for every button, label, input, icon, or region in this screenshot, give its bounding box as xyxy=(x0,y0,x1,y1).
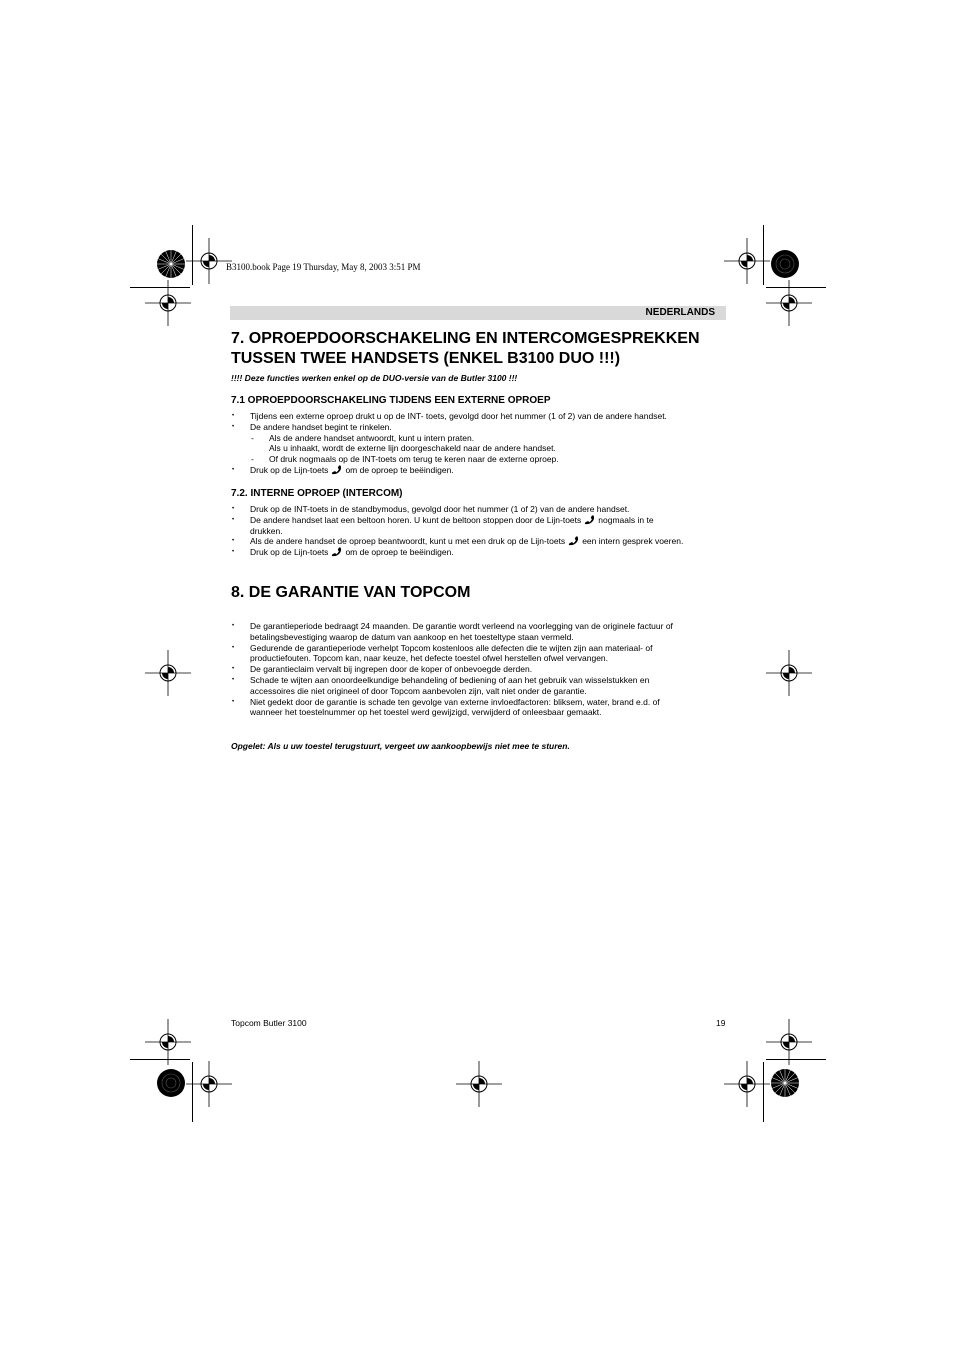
section-7-title xyxy=(231,329,731,369)
list-subitem: - Als de andere handset antwoordt, kunt u intern praten. xyxy=(231,433,731,444)
color-wheel-icon xyxy=(770,249,800,279)
subsection-7-1-list xyxy=(231,411,731,476)
section-7-title-line-2: TUSSEN TWEE HANDSETS (ENKEL B3100 DUO !!!) xyxy=(231,350,621,367)
list-item: • Gedurende de garantieperiode verhelpt Topcom kostenloos alle defecten die te wijten zijn aan materiaal- of productiefouten. Topcom kan, naar keuze, het defecte toestel ofwel herstellen ofwel vervangen. xyxy=(231,643,731,665)
phone-handset-icon xyxy=(584,515,595,525)
list-item: • Schade te wijten aan onoordeelkundige behandeling of bediening of aan het gebruik van wisselstukken en accessoires die niet origineel of door Topcom aanbevolen zijn, valt niet onder de garantie. xyxy=(231,675,731,697)
phone-handset-icon xyxy=(331,547,342,557)
warranty-list xyxy=(231,621,731,718)
registration-target-icon xyxy=(724,1061,770,1107)
registration-target-icon xyxy=(766,280,812,326)
list-item-continuation: drukken. xyxy=(250,525,283,536)
list-item: • Druk op de Lijn-toets om de oproep te beëindigen. xyxy=(231,465,731,476)
list-subitem: - Of druk nogmaals op de INT-toets om terug te keren naar de externe oproep. xyxy=(231,454,731,465)
list-item: • Tijdens een externe oproep drukt u op de INT- toets, gevolgd door het nummer (1 of 2) van de andere handset. xyxy=(231,411,731,422)
language-bar xyxy=(230,306,726,320)
list-item: • De andere handset begint te rinkelen. xyxy=(231,422,731,433)
color-wheel-icon xyxy=(156,249,186,279)
phone-handset-icon xyxy=(568,536,579,546)
registration-target-icon xyxy=(766,1019,812,1065)
color-wheel-icon xyxy=(156,1068,186,1098)
list-item: • Als de andere handset de oproep beantwoordt, kunt u met een druk op de Lijn-toets een intern gesprek voeren. xyxy=(231,536,731,547)
book-info: B3100.book Page 19 Thursday, May 8, 2003 3:51 PM xyxy=(226,262,421,272)
list-item: • Druk op de Lijn-toets om de oproep te beëindigen. xyxy=(231,547,731,558)
color-wheel-icon xyxy=(770,1068,800,1098)
registration-target-icon xyxy=(145,280,191,326)
section-7-title-line-1: 7. OPROEPDOORSCHAKELING EN INTERCOMGESPREKKEN xyxy=(231,330,700,347)
phone-handset-icon xyxy=(331,465,342,475)
list-item: • De andere handset laat een beltoon horen. U kunt de beltoon stoppen door de Lijn-toets nogmaals in te xyxy=(231,515,731,526)
list-item: • De garantieclaim vervalt bij ingrepen door de koper of onbevoegde derden. xyxy=(231,664,731,675)
subsection-7-1-title: 7.1 OPROEPDOORSCHAKELING TIJDENS EEN EXTERNE OPROEP xyxy=(231,395,551,406)
registration-target-icon xyxy=(145,650,191,696)
subsection-7-2-list xyxy=(231,504,731,558)
registration-target-icon xyxy=(186,238,232,284)
footer-product: Topcom Butler 3100 xyxy=(231,1018,307,1028)
section-8-title: 8. DE GARANTIE VAN TOPCOM xyxy=(231,584,471,601)
duo-note: !!!! Deze functies werken enkel op de DUO-versie van de Butler 3100 !!! xyxy=(231,373,518,383)
registration-target-icon xyxy=(186,1061,232,1107)
footer-page-number: 19 xyxy=(716,1018,726,1028)
registration-target-icon xyxy=(145,1019,191,1065)
list-subitem-continuation: Als u inhaakt, wordt de externe lijn doorgeschakeld naar de andere handset. xyxy=(269,443,556,454)
return-warning: Opgelet: Als u uw toestel terugstuurt, vergeet uw aankoopbewijs niet mee te sturen. xyxy=(231,741,570,751)
list-item: • Druk op de INT-toets in de standbymodus, gevolgd door het nummer (1 of 2) van de andere handset. xyxy=(231,504,731,515)
subsection-7-2-title: 7.2. INTERNE OPROEP (INTERCOM) xyxy=(231,488,403,499)
list-item: • De garantieperiode bedraagt 24 maanden. De garantie wordt verleend na voorlegging van de originele factuur of betalingsbevestiging waarop de datum van aankoop en het toesteltype staan vermeld. xyxy=(231,621,731,643)
registration-target-icon xyxy=(724,238,770,284)
registration-target-icon xyxy=(456,1061,502,1107)
registration-target-icon xyxy=(766,650,812,696)
list-item: • Niet gedekt door de garantie is schade ten gevolge van externe invloedfactoren: bliksem, water, brand e.d. of wanneer het toestelnummer op het toestel werd gewijzigd, verwijderd of onleesbaar gemaakt. xyxy=(231,697,731,719)
language-label: NEDERLANDS xyxy=(645,307,715,318)
